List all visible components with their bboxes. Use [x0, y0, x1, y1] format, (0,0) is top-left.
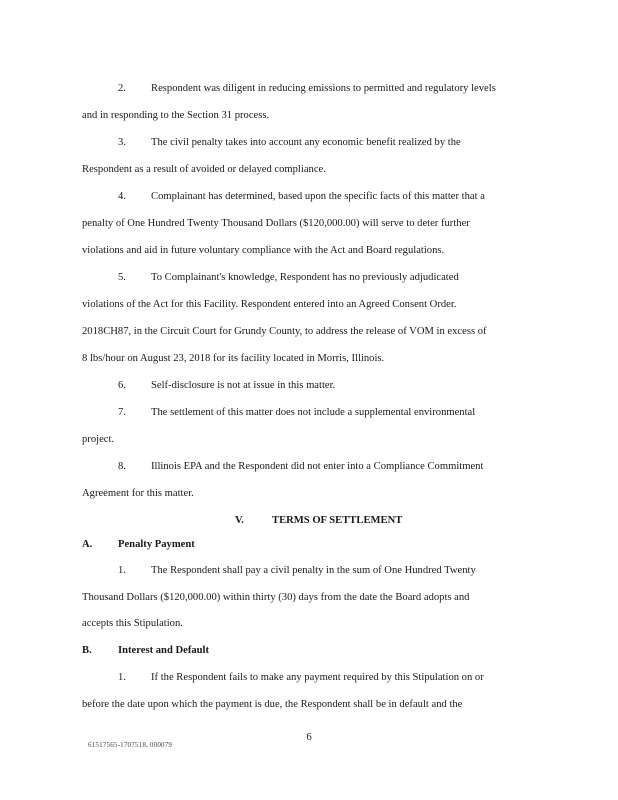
- subsection-letter: B.: [82, 645, 92, 656]
- paragraph-text-line: Illinois EPA and the Respondent did not enter into a Compliance Commitment: [151, 461, 484, 472]
- subsection-title: Penalty Payment: [118, 539, 195, 550]
- paragraph-number: 6.: [118, 380, 126, 391]
- paragraph-number: 7.: [118, 407, 126, 418]
- page-number: 6: [306, 732, 312, 743]
- paragraph-text-line: Respondent was diligent in reducing emissions to permitted and regulatory levels: [151, 83, 496, 94]
- paragraph-number: 1.: [118, 565, 126, 576]
- paragraph-text-line: project.: [82, 434, 115, 445]
- paragraph-text-line: Respondent as a result of avoided or delayed compliance.: [82, 164, 326, 175]
- paragraph-text-line: violations of the Act for this Facility. Respondent entered into an Agreed Consent Order.: [82, 299, 457, 310]
- paragraph-number: 8.: [118, 461, 126, 472]
- paragraph-number: 1.: [118, 672, 126, 683]
- paragraph-text-line: Thousand Dollars ($120,000.00) within thirty (30) days from the date the Board adopts and: [82, 592, 470, 603]
- paragraph-text-line: 8 lbs/hour on August 23, 2018 for its facility located in Morris, Illinois.: [82, 353, 385, 364]
- paragraph-text-line: penalty of One Hundred Twenty Thousand Dollars ($120,000.00) will serve to deter further: [82, 218, 470, 229]
- paragraph-text-line: To Complainant's knowledge, Respondent has no previously adjudicated: [151, 272, 459, 283]
- paragraph-text-line: The settlement of this matter does not include a supplemental environmental: [151, 407, 476, 418]
- section-number: V.: [235, 515, 244, 526]
- paragraph-text-line: before the date upon which the payment is due, the Respondent shall be in default and the: [82, 699, 463, 710]
- paragraph-text-line: The Respondent shall pay a civil penalty in the sum of One Hundred Twenty: [151, 565, 476, 576]
- paragraph-number: 3.: [118, 137, 126, 148]
- paragraph-text-line: and in responding to the Section 31 process.: [82, 110, 270, 121]
- document-id: 61517565-1707518, 000079: [88, 741, 173, 749]
- section-title: TERMS OF SETTLEMENT: [272, 515, 403, 526]
- paragraph-text-line: accepts this Stipulation.: [82, 618, 183, 629]
- subsection-title: Interest and Default: [118, 645, 210, 656]
- subsection-letter: A.: [82, 539, 93, 550]
- paragraph-text-line: The civil penalty takes into account any economic benefit realized by the: [151, 137, 461, 148]
- paragraph-number: 4.: [118, 191, 126, 202]
- paragraph-text-line: Agreement for this matter.: [82, 488, 194, 499]
- paragraph-text-line: violations and aid in future voluntary compliance with the Act and Board regulations.: [82, 245, 445, 256]
- paragraph-text-line: 2018CH87, in the Circuit Court for Grundy County, to address the release of VOM in excess of: [82, 326, 487, 337]
- paragraph-number: 5.: [118, 272, 126, 283]
- paragraph-number: 2.: [118, 83, 126, 94]
- paragraph-text-line: If the Respondent fails to make any payment required by this Stipulation on or: [151, 672, 484, 683]
- paragraph-text-line: Complainant has determined, based upon the specific facts of this matter that a: [151, 191, 485, 202]
- paragraph-text-line: Self-disclosure is not at issue in this matter.: [151, 380, 336, 391]
